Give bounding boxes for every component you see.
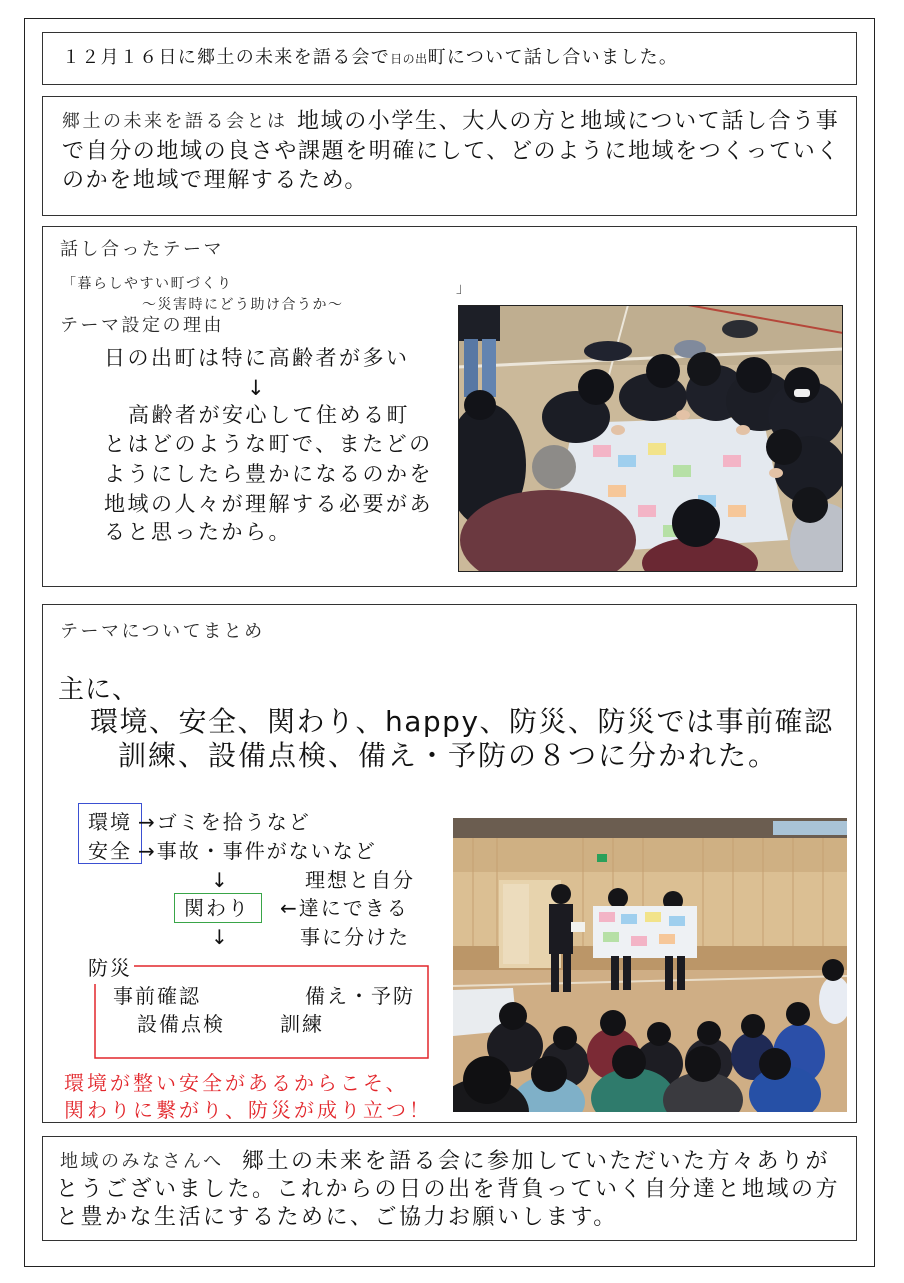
page-title-part2: 町について話し合いました。 [427,47,679,68]
disaster-item-4: 訓練 [280,1012,324,1036]
photo-students-presentation [453,818,847,1112]
summary-lead: 主に、 [58,675,140,705]
closing-line-2: とうございました。これからの日の出を背負っていく自分達と地域の方 [56,1177,841,1202]
conclusion-line-2: 関わりに繋がり、防災が成り立つ！ [64,1098,432,1122]
intro-line-3: のかを地域で理解するため。 [62,168,368,193]
down-arrow-2: ↓ [211,925,230,949]
safety-text: →事故・事件がないなど [138,839,377,863]
reason-line-3: とはどのような町で、またどの [104,432,433,456]
safety-label: 安全 [88,839,132,863]
reason-line-5: 地域の人々が理解する必要があ [104,492,433,516]
reason-line-1: 日の出町は特に高齢者が多い [104,346,410,370]
page-title [62,49,678,67]
intro-line-2: で自分の地域の良さや課題を明確にして、どのように地域をつくっていく [62,139,840,164]
theme-title: 「暮らしやすい町づくり [62,276,233,292]
disaster-item-1: 事前確認 [113,984,201,1008]
page-title-part1: １２月１６日に郷土の未来を語る会で [62,47,391,68]
summary-heading: テーマについてまとめ [60,621,265,642]
reason-line-6: ると思ったから。 [104,520,292,544]
theme-title-close: 」 [456,281,472,297]
connection-label: 関わり [184,896,250,920]
down-arrow-1: ↓ [211,868,230,892]
closing-line-1: 郷土の未来を語る会に参加していただいた方々ありが [242,1149,831,1174]
disaster-item-3: 設備点検 [137,1012,225,1036]
closing-label: 地域のみなさんへ [60,1151,224,1172]
photo-students-workshop [458,305,843,572]
environment-label: 環境 [88,810,132,834]
environment-text: →ゴミを拾うなど [138,810,311,834]
theme-subtitle: ～災害時にどう助け合うか～ [142,297,344,313]
reason-line-4: ようにしたら豊かになるのかを [104,462,433,486]
theme-heading: 話し合ったテーマ [60,239,224,260]
reason-arrow: ↓ [247,376,268,400]
note-line-1: 理想と自分 [305,868,415,892]
conclusion-line-1: 環境が整い安全があるからこそ、 [64,1071,409,1095]
page-title-small: 日の出 [390,52,428,66]
reason-line-2: 高齢者が安心して住める町 [128,403,410,427]
disaster-prevention-bracket [88,956,432,1062]
summary-line-2: 訓練、設備点検、備え・予防の８つに分かれた。 [118,739,779,772]
note-line-2: ←達にできる [280,896,409,920]
intro-line-1: 地域の小学生、大人の方と地域について話し合う事 [297,109,840,134]
intro-label: 郷土の未来を語る会とは [62,111,288,132]
note-line-3: 事に分けた [300,925,410,949]
disaster-prevention-label: 防災 [88,956,132,980]
summary-line-1: 環境、安全、関わり、happy、防災、防災では事前確認 [90,705,834,738]
disaster-item-2: 備え・予防 [305,984,415,1008]
reason-heading: テーマ設定の理由 [60,315,224,336]
closing-line-3: と豊かな生活にするために、ご協力お願いします。 [56,1205,618,1230]
